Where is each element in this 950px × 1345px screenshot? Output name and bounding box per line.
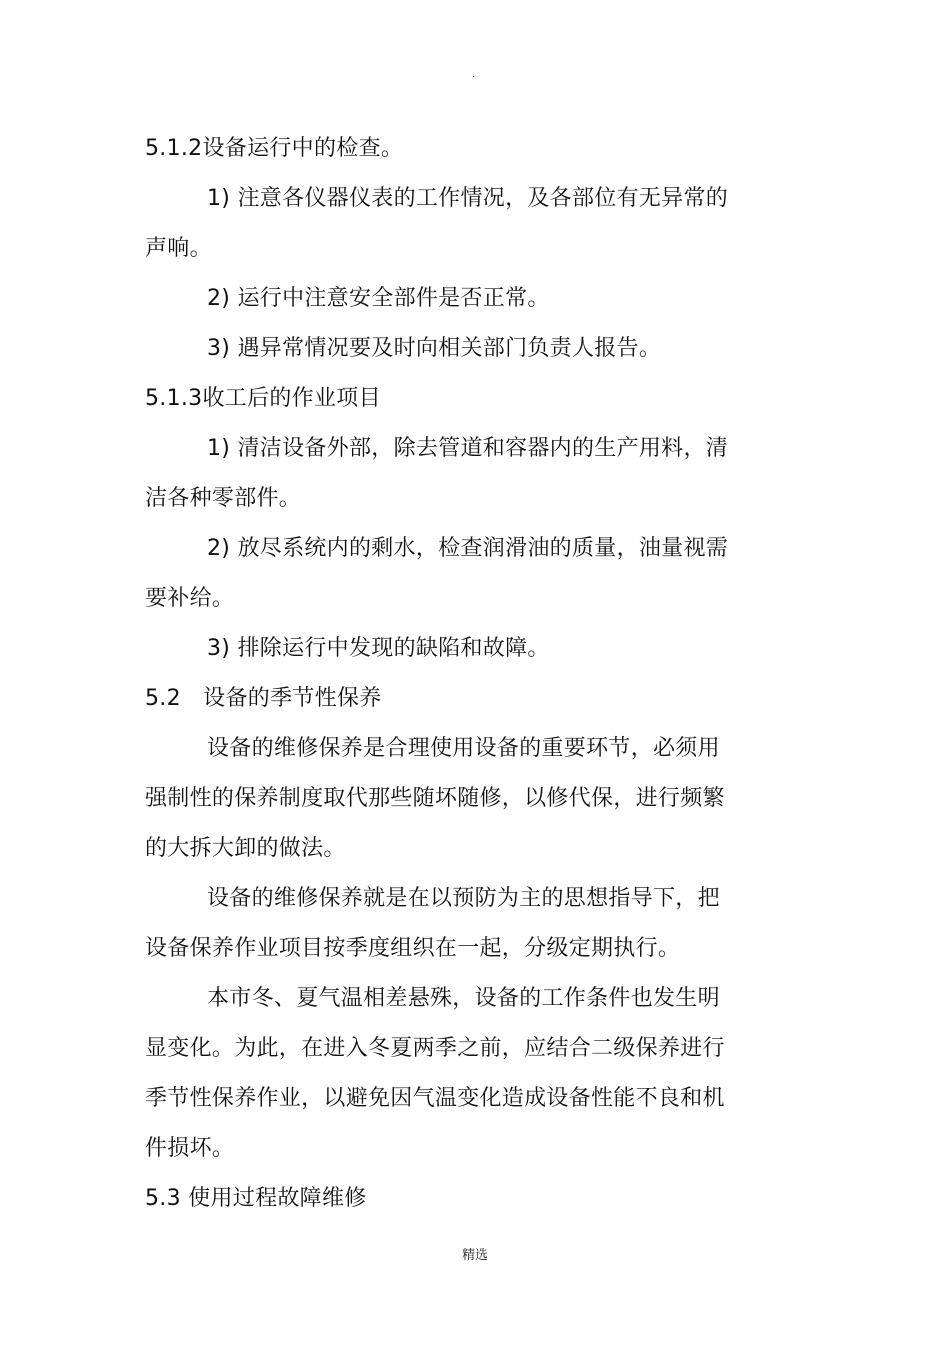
list-item-1b-cont: 洁各种零部件。 xyxy=(145,486,302,511)
heading-5-1-3: 5.1.3收工后的作业项目 xyxy=(145,386,381,411)
heading-5-1-2: 5.1.2设备运行中的检查。 xyxy=(145,136,404,161)
list-item-1b-start: 1) 清洁设备外部，除去管道和容器内的生产用料，清 xyxy=(207,436,729,461)
paragraph-3-line-1: 本市冬、夏气温相差悬殊，设备的工作条件也发生明 xyxy=(207,986,720,1011)
list-item-2b-cont: 要补给。 xyxy=(145,586,235,611)
list-item-1-cont: 声响。 xyxy=(145,236,212,261)
paragraph-3-line-4: 件损坏。 xyxy=(145,1136,235,1161)
paragraph-1-line-2: 强制性的保养制度取代那些随坏随修，以修代保，进行频繁 xyxy=(145,786,725,811)
paragraph-2-line-2: 设备保养作业项目按季度组织在一起，分级定期执行。 xyxy=(145,936,681,961)
paragraph-3-line-2: 显变化。为此，在进入冬夏两季之前，应结合二级保养进行 xyxy=(145,1036,725,1061)
document-body xyxy=(145,124,745,1224)
list-item-2b-start: 2) 放尽系统内的剩水，检查润滑油的质量，油量视需 xyxy=(207,536,729,561)
paragraph-1-line-3: 的大拆大卸的做法。 xyxy=(145,836,346,861)
paragraph-1-line-1: 设备的维修保养是合理使用设备的重要环节，必须用 xyxy=(207,736,720,761)
list-item-3: 3) 遇异常情况要及时向相关部门负责人报告。 xyxy=(207,336,662,361)
paragraph-2-line-1: 设备的维修保养就是在以预防为主的思想指导下，把 xyxy=(207,886,720,911)
list-item-2: 2) 运行中注意安全部件是否正常。 xyxy=(207,286,550,311)
paragraph-3-line-3: 季节性保养作业，以避免因气温变化造成设备性能不良和机 xyxy=(145,1086,725,1111)
footer-label: 精选 xyxy=(461,1248,488,1263)
heading-5-3: 5.3 使用过程故障维修 xyxy=(145,1186,367,1211)
heading-5-2: 5.2 设备的季节性保养 xyxy=(145,686,382,711)
header-mark: . xyxy=(472,69,476,80)
list-item-3b: 3) 排除运行中发现的缺陷和故障。 xyxy=(207,636,550,661)
list-item-1-start: 1) 注意各仪器仪表的工作情况，及各部位有无异常的 xyxy=(207,186,729,211)
